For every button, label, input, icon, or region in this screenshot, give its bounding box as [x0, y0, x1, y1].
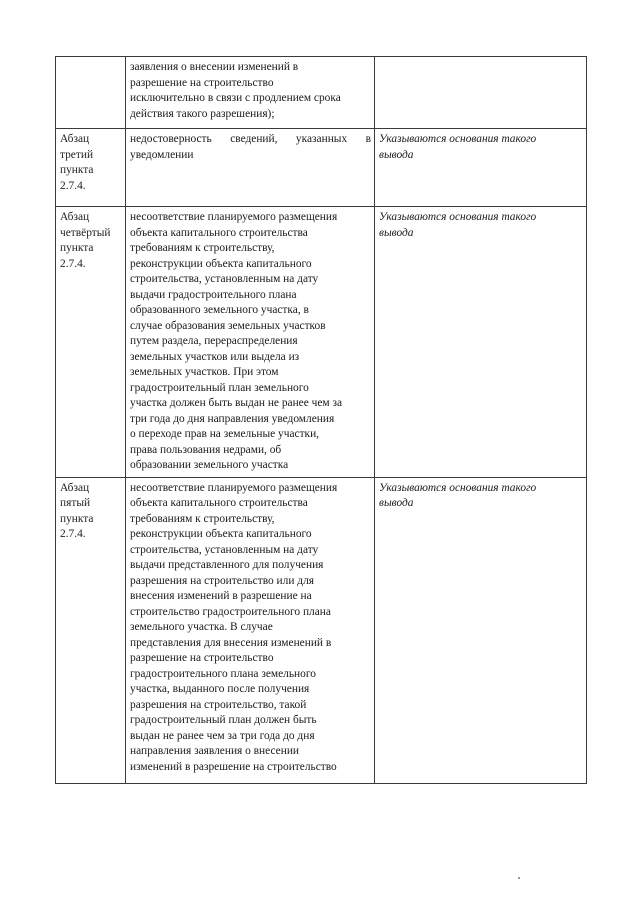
scan-speck — [518, 877, 520, 879]
result-cell: Указываются основания такого вывода — [375, 207, 587, 478]
result-cell: Указываются основания такого вывода — [375, 129, 587, 207]
clause-reference-cell: Абзац третий пункта 2.7.4. — [56, 129, 126, 207]
clause-reference-cell: Абзац пятый пункта 2.7.4. — [56, 477, 126, 783]
table-row — [56, 57, 587, 129]
result-cell — [375, 57, 587, 129]
result-cell: Указываются основания такого вывода — [375, 477, 587, 783]
ground-text-cell: недостоверность сведений, указанных в уведомлении — [126, 129, 375, 207]
table-row — [56, 477, 587, 783]
ground-text-cell: заявления о внесении изменений в разрешение на строительство исключительно в связи с продлением срока действия такого разрешения); — [126, 57, 375, 129]
ground-text-cell: несоответствие планируемого размещения объекта капитального строительства требованиям к строительству, реконструкции объекта капитального строительства, установленным на дату выдачи представленного для получения разрешения на строительство или для внесения изменений в разрешение на строительство градостроительного плана земельного участка. В случае представления для внесения изменений в разрешение на строительство градостроительного плана земельного участка, выданного после получения разрешения на строительство, такой градостроительный план должен быть выдан не ранее чем за три года до дня направления заявления о внесении изменений в разрешение на строительство — [126, 477, 375, 783]
clause-reference-cell: Абзац четвёртый пункта 2.7.4. — [56, 207, 126, 478]
table-row — [56, 129, 587, 207]
table-row — [56, 207, 587, 478]
ground-text-cell: несоответствие планируемого размещения объекта капитального строительства требованиям к строительству, реконструкции объекта капитального строительства, установленным на дату выдачи градостроительного плана образованного земельного участка, в случае образования земельных участков путем раздела, перераспределения земельных участков или выдела из земельных участков. При этом градостроительный план земельного участка должен быть выдан не ранее чем за три года до дня направления уведомления о переходе прав на земельные участки, права пользования недрами, об образовании земельного участка — [126, 207, 375, 478]
grounds-table — [55, 56, 587, 784]
clause-reference-cell — [56, 57, 126, 129]
